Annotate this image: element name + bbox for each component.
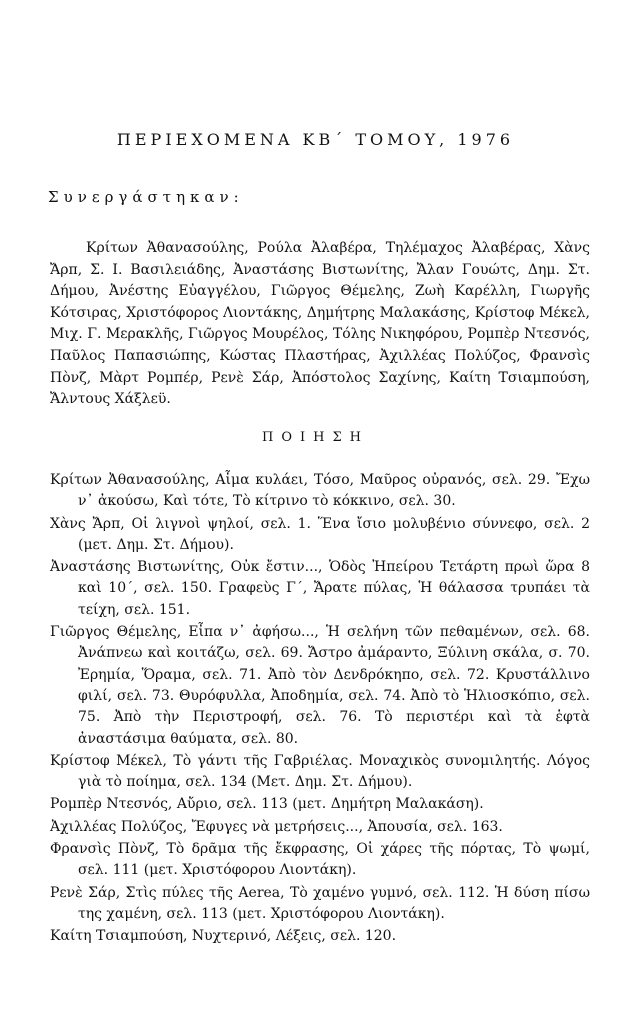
list-item: Ρομπὲρ Ντεσνός, Αὔριο, σελ. 113 (μετ. Δημήτρη Μαλακάση). [50, 796, 484, 813]
list-item: Φρανσὶς Πὸνζ, Τὸ δρᾶμα τῆς ἔκφρασης, Οἱ χάρες τῆς πόρτας, Τὸ ψωμί, σελ. 111 (μετ. Χριστόφορου Λιοντάκη). [50, 841, 590, 879]
list-item: Κρίστοφ Μέκελ, Τὸ γάντι τῆς Γαβριέλας. Μοναχικὸς συνομιλητής. Λόγος γιὰ τὸ ποίημα, σελ. 134 (Μετ. Δημ. Στ. Δήμου). [50, 752, 590, 791]
list-item: Καίτη Τσιαμπούση, Νυχτερινό, Λέξεις, σελ. 120. [50, 928, 397, 945]
contributors-paragraph: Κρίτων Ἀθανασούλης, Ρούλα Ἀλαβέρα, Τηλέμαχος Ἀλαβέρας, Χὰνς Ἄρπ, Σ. Ι. Βασιλειάδης, Ἀναστάσης Βιστωνίτης, Ἄλαν Γουώτς, Δημ. Στ. Δήμου, Ἀνέστης Εὐαγγέλου, Γιῶργος Θέμελης, Ζωὴ Καρέλλη, Γιωργῆς Κότσιρας, Χριστόφορος Λιοντάκης, Δημήτρης Μαλακάσης, Κρίστοφ Μέκελ, Μιχ. Γ. Μερακλῆς, Γιῶργος Μουρέλος, Τόλης Νικηφόρου, Ρομπὲρ Ντεσνός, Παῦλος Παπασιώπης, Κώστας Πλαστήρας, Ἀχιλλέας Πολύζος, Φρανσὶς Πὸνζ, Μὰρτ Ρομπέρ, Ρενὲ Σάρ, Ἀπόστολος Σαχίνης, Καίτη Τσιαμπούση, Ἄλντους Χάξλεϋ. [50, 240, 590, 408]
list-item: Ἀναστάσης Βιστωνίτης, Οὐκ ἔστιν..., Ὁδὸς Ἠπείρου Τετάρτη πρωὶ ὥρα 8 καὶ 10΄, σελ. 150. Γραφεὺς Γ΄, Ἄρατε πύλας, Ἡ θάλασσα τρυπάει τὰ τείχη, σελ. 151. [50, 559, 590, 618]
contributors-label: Συνεργάστηκαν: [48, 188, 244, 206]
poetry-section-heading: ΠΟΙΗΣΗ [262, 430, 369, 445]
list-item: Χὰνς Ἄρπ, Οἱ λιγνοὶ ψηλοί, σελ. 1. Ἕνα ἴσιο μολυβένιο σύννεφο, σελ. 2 (μετ. Δημ. Στ. Δήμου). [50, 515, 590, 553]
page-title: ΠΕΡΙΕΧΟΜΕΝΑ ΚΒ΄ ΤΟΜΟΥ, 1976 [116, 130, 515, 149]
list-item: Ἀχιλλέας Πολύζος, Ἔφυγες νὰ μετρήσεις..., Ἀπουσία, σελ. 163. [50, 818, 503, 835]
list-item: Ρενὲ Σάρ, Στὶς πύλες τῆς Aerea, Τὸ χαμένο γυμνό, σελ. 112. Ἡ δύση πίσω της χαμένη, σελ. 113 (μετ. Χριστόφορου Λιοντάκη). [50, 884, 590, 922]
poetry-entries-list [50, 470, 590, 949]
list-item: Γιῶργος Θέμελης, Εἶπα ν᾽ ἀφήσω..., Ἡ σελήνη τῶν πεθαμένων, σελ. 68. Ἀνάπνεω καὶ κοιτάζω, σελ. 69. Ἄστρο ἀμάραντο, Ξύλινη σκάλα, σ. 70. Ἐρημία, Ὅραμα, σελ. 71. Ἀπὸ τὸν Δενδρόκηπο, σελ. 72. Κρυστάλλινο φιλί, σελ. 73. Θυρόφυλλα, Ἀποδημία, σελ. 74. Ἀπὸ τὸ Ἡλιοσκόπιο, σελ. 75. Ἀπὸ τὴν Περιστροφή, σελ. 76. Τὸ περιστέρι καὶ τὰ ἑφτὰ ἀναστάσιμα θαύματα, σελ. 80. [50, 624, 590, 747]
list-item: Κρίτων Ἀθανασούλης, Αἷμα κυλάει, Τόσο, Μαῦρος οὐρανός, σελ. 29. Ἔχω ν᾽ ἀκούσω, Καὶ τότε, Τὸ κίτρινο τὸ κόκκινο, σελ. 30. [50, 472, 590, 510]
